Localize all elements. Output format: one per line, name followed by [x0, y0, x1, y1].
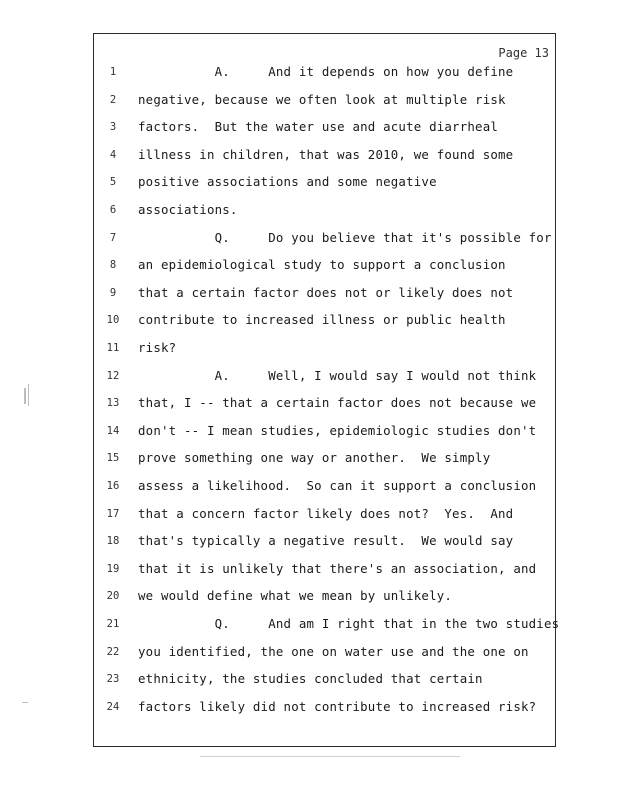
line-number: 19 — [106, 562, 120, 575]
line-text: prove something one way or another. We simply — [138, 450, 491, 466]
line-text: we would define what we mean by unlikely. — [138, 588, 453, 604]
line-text: negative, because we often look at multiple risk — [138, 91, 506, 107]
line-number: 7 — [109, 231, 117, 244]
line-number: 23 — [106, 673, 120, 686]
line-text: illness in children, that was 2010, we found some — [138, 146, 514, 162]
line-text: Q. Do you believe that it's possible for — [138, 229, 552, 245]
line-number: 17 — [106, 507, 120, 520]
transcript-line — [94, 693, 557, 721]
transcript-line — [94, 251, 557, 279]
transcript-line — [94, 527, 557, 555]
line-text: don't -- I mean studies, epidemiologic studies don't — [138, 422, 537, 438]
line-number: 18 — [106, 535, 120, 548]
transcript-line — [94, 500, 557, 528]
transcript-page — [93, 33, 560, 747]
transcript-line — [94, 196, 557, 224]
line-text: associations. — [138, 202, 238, 217]
transcript-line — [94, 334, 557, 362]
line-text: contribute to increased illness or public health — [138, 312, 506, 328]
line-number: 24 — [106, 700, 120, 713]
line-number: 9 — [109, 286, 117, 299]
line-text: you identified, the one on water use and the one on — [138, 643, 529, 659]
line-text: assess a likelihood. So can it support a conclusion — [138, 478, 537, 493]
transcript-line — [94, 417, 557, 445]
line-number: 10 — [106, 314, 120, 327]
transcript-line — [94, 86, 557, 114]
transcript-line — [94, 555, 557, 583]
transcript-line — [94, 362, 557, 390]
line-text: that's typically a negative result. We would say — [138, 533, 514, 549]
line-number: 14 — [106, 424, 120, 437]
page-number: Page 13 — [498, 46, 549, 60]
line-text: an epidemiological study to support a conclusion — [138, 257, 506, 273]
transcript-line — [94, 389, 557, 417]
line-number: 11 — [106, 342, 120, 354]
scan-artifact — [22, 702, 28, 703]
line-number: 4 — [109, 148, 117, 161]
line-number: 2 — [109, 93, 117, 106]
line-text: that, I -- that a certain factor does not because we — [138, 395, 537, 411]
line-text: that a certain factor does not or likely does not — [138, 284, 514, 300]
transcript-line — [94, 279, 557, 307]
line-number: 13 — [106, 397, 120, 410]
line-number: 16 — [106, 480, 120, 492]
line-number: 21 — [106, 618, 120, 630]
scan-artifact — [28, 384, 29, 406]
line-text: factors likely did not contribute to increased risk? — [138, 698, 537, 714]
transcript-line — [94, 113, 557, 141]
transcript-line — [94, 224, 557, 252]
line-text: ethnicity, the studies concluded that certain — [138, 671, 483, 687]
line-text: risk? — [138, 340, 177, 355]
line-text: positive associations and some negative — [138, 174, 437, 190]
scan-artifact — [24, 388, 26, 404]
transcript-line — [94, 582, 557, 610]
transcript-line — [94, 168, 557, 196]
line-text: factors. But the water use and acute diarrheal — [138, 119, 499, 135]
line-number: 1 — [109, 66, 117, 78]
transcript-line — [94, 665, 557, 693]
line-number: 6 — [109, 204, 117, 216]
transcript-line — [94, 610, 560, 638]
line-number: 22 — [106, 645, 120, 658]
line-number: 20 — [106, 590, 120, 603]
line-number: 8 — [109, 259, 117, 272]
line-number: 15 — [106, 452, 120, 465]
line-number: 5 — [109, 176, 117, 189]
line-text: that it is unlikely that there's an association, and — [138, 560, 537, 576]
line-number: 12 — [106, 369, 120, 382]
line-text: A. And it depends on how you define — [138, 64, 514, 79]
line-number: 3 — [109, 121, 117, 134]
transcript-line — [94, 638, 557, 666]
scan-artifact — [200, 756, 460, 757]
transcript-line — [94, 58, 557, 86]
line-text: that a concern factor likely does not? Yes. And — [138, 505, 514, 521]
line-text: A. Well, I would say I would not think — [138, 367, 537, 383]
transcript-line — [94, 472, 557, 500]
transcript-line — [94, 141, 557, 169]
transcript-line — [94, 444, 557, 472]
transcript-line — [94, 306, 557, 334]
line-text: Q. And am I right that in the two studies — [138, 616, 560, 631]
